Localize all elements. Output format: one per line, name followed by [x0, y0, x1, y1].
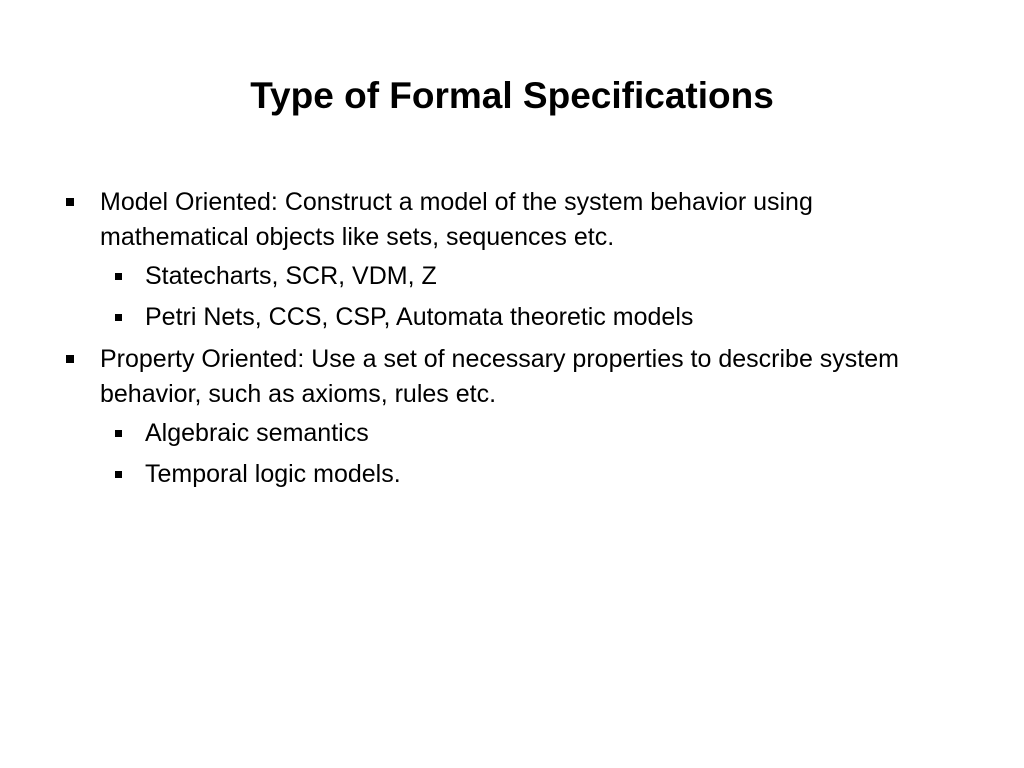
bullet-text: Model Oriented: Construct a model of the system behavior using mathematical objects like sets, sequences etc. — [100, 188, 813, 251]
sub-bullet-text: Statecharts, SCR, VDM, Z — [145, 262, 437, 290]
sub-bullet-text: Temporal logic models. — [145, 460, 401, 488]
sub-bullet-text: Petri Nets, CCS, CSP, Automata theoretic models — [145, 303, 694, 331]
bullet-item-property-oriented — [0, 340, 1024, 410]
sub-bullet-text: Algebraic semantics — [145, 419, 369, 447]
slide-title: Type of Formal Specifications — [250, 75, 774, 116]
square-bullet-icon — [115, 273, 122, 280]
square-bullet-icon — [66, 355, 74, 363]
square-bullet-icon — [115, 471, 122, 478]
sub-bullet-item — [0, 457, 1024, 492]
sub-bullet-item — [0, 259, 1024, 294]
sub-bullet-item — [0, 300, 1024, 335]
bullet-text: Property Oriented: Use a set of necessary properties to describe system behavior, such as axioms, rules etc. — [100, 345, 899, 408]
sub-bullet-item — [0, 416, 1024, 451]
square-bullet-icon — [115, 314, 122, 321]
bullet-item-model-oriented — [0, 183, 1024, 253]
square-bullet-icon — [66, 198, 74, 206]
square-bullet-icon — [115, 430, 122, 437]
